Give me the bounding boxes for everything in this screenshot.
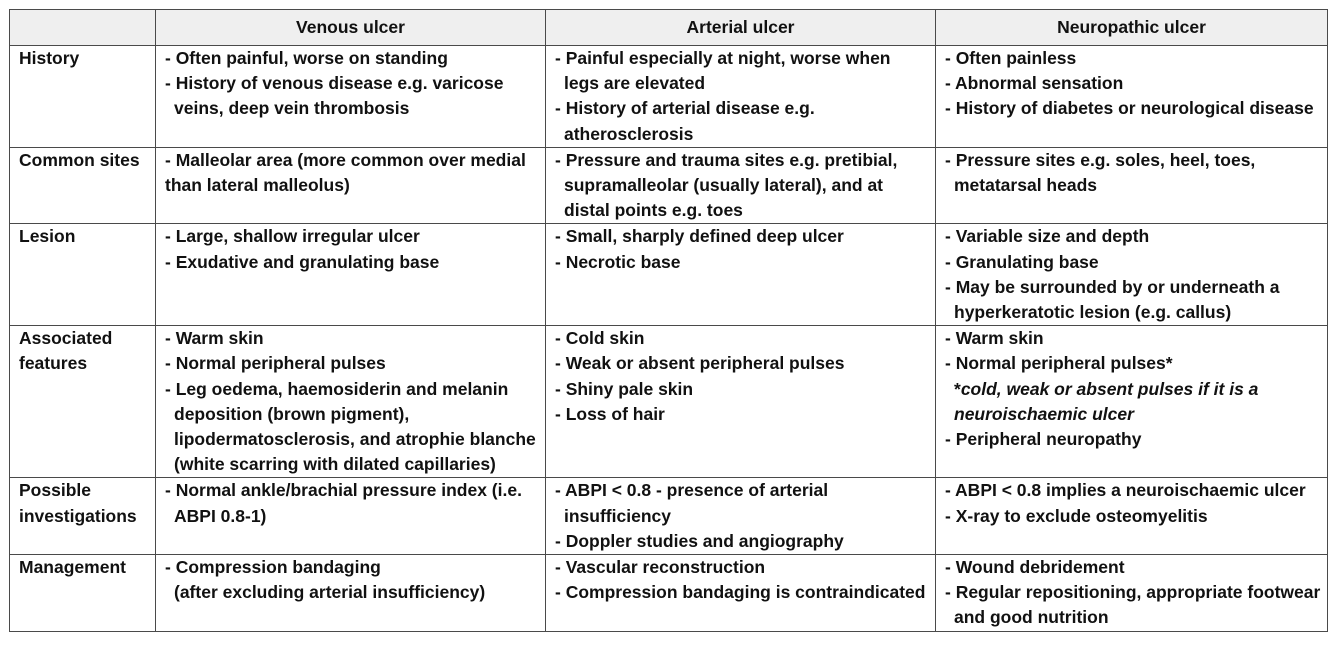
list-item: - Large, shallow irregular ulcer: [165, 226, 420, 247]
footnote-text: [945, 377, 1321, 427]
list-item: - Small, sharply defined deep ulcer: [555, 226, 844, 247]
list-item: - Malleolar area (more common over medial than lateral malleolus): [165, 149, 526, 196]
list-item: - X-ray to exclude osteomyelitis: [945, 505, 1208, 526]
table-row: [10, 46, 1328, 148]
cell-venous: [156, 147, 546, 224]
list-item: - Vascular reconstruction: [555, 557, 766, 578]
row-label: Associated features: [10, 326, 156, 478]
list-item: - Cold skin: [555, 328, 645, 349]
list-item: - Normal peripheral pulses: [165, 353, 386, 374]
cell-neuropathic: [936, 224, 1328, 326]
list-item: - Pressure sites e.g. soles, heel, toes, metatarsal heads: [945, 149, 1256, 196]
list-item: - Weak or absent peripheral pulses: [555, 353, 845, 374]
header-arterial: Arterial ulcer: [546, 10, 936, 46]
header-neuropathic: Neuropathic ulcer: [936, 10, 1328, 46]
list-item: - Regular repositioning, appropriate footwear and good nutrition: [945, 582, 1321, 628]
list-item: - Warm skin: [165, 328, 264, 349]
table-row: [10, 224, 1328, 326]
list-item: - History of venous disease e.g. varicose veins, deep vein thrombosis: [165, 73, 504, 119]
list-item: - Painful especially at night, worse when legs are elevated: [555, 48, 891, 94]
row-label: Common sites: [10, 147, 156, 224]
table-row: [10, 326, 1328, 478]
cell-arterial: [546, 478, 936, 555]
ulcer-comparison-table: [9, 9, 1328, 632]
list-item: - Shiny pale skin: [555, 378, 694, 399]
list-item: - Loss of hair: [555, 403, 665, 424]
row-label: Management: [10, 555, 156, 632]
cell-neuropathic: [936, 147, 1328, 224]
list-item: - Pressure and trauma sites e.g. pretibial, supramalleolar (usually lateral), and at distal points e.g. toes: [555, 149, 898, 221]
list-item: - Wound debridement: [945, 557, 1125, 578]
list-item: - Peripheral neuropathy: [945, 429, 1142, 450]
row-label: Lesion: [10, 224, 156, 326]
list-item: - Leg oedema, haemosiderin and melanin deposition (brown pigment), lipodermatosclerosis, and atrophie blanche (white scarring with dilated capillaries): [165, 378, 536, 475]
cell-venous: [156, 555, 546, 632]
list-item: - Abnormal sensation: [945, 73, 1124, 94]
list-item: - Normal peripheral pulses*: [945, 353, 1173, 374]
footnote-asterisk: *: [954, 378, 961, 399]
table-row: [10, 147, 1328, 224]
list-item: - Doppler studies and angiography: [555, 530, 844, 551]
row-label: Possible investigations: [10, 478, 156, 555]
cell-neuropathic: [936, 555, 1328, 632]
list-item: - Necrotic base: [555, 251, 681, 272]
cell-arterial: [546, 46, 936, 148]
list-item: (after excluding arterial insufficiency): [174, 582, 486, 603]
cell-arterial: [546, 147, 936, 224]
table-row: [10, 555, 1328, 632]
list-item: - Variable size and depth: [945, 226, 1150, 247]
cell-neuropathic: [936, 46, 1328, 148]
cell-venous: [156, 326, 546, 478]
cell-venous: [156, 478, 546, 555]
footnote-body: cold, weak or absent pulses if it is a neuroischaemic ulcer: [954, 378, 1259, 424]
list-item: - Compression bandaging: [165, 557, 381, 578]
list-item: - Granulating base: [945, 251, 1099, 272]
cell-arterial: [546, 326, 936, 478]
cell-venous: [156, 46, 546, 148]
cell-arterial: [546, 555, 936, 632]
cell-neuropathic: [936, 326, 1328, 478]
table-row: [10, 478, 1328, 555]
list-item: - Warm skin: [945, 328, 1044, 349]
list-item: - ABPI < 0.8 implies a neuroischaemic ulcer: [945, 480, 1306, 501]
list-item: - May be surrounded by or underneath a hyperkeratotic lesion (e.g. callus): [945, 276, 1280, 323]
list-item: - Compression bandaging is contraindicated: [555, 582, 926, 603]
cell-venous: [156, 224, 546, 326]
list-item: - Normal ankle/brachial pressure index (i.e. ABPI 0.8-1): [165, 480, 522, 526]
row-label: History: [10, 46, 156, 148]
cell-neuropathic: [936, 478, 1328, 555]
table-body: [10, 46, 1328, 632]
header-corner: [10, 10, 156, 46]
list-item: - Exudative and granulating base: [165, 251, 440, 272]
list-item: - Often painless: [945, 48, 1077, 68]
list-item: - Often painful, worse on standing: [165, 48, 448, 68]
header-row: [10, 10, 1328, 46]
list-item: - History of arterial disease e.g. atherosclerosis: [555, 98, 815, 144]
header-venous: Venous ulcer: [156, 10, 546, 46]
list-item: - History of diabetes or neurological disease: [945, 98, 1314, 119]
list-item: - ABPI < 0.8 - presence of arterial insufficiency: [555, 480, 829, 526]
cell-arterial: [546, 224, 936, 326]
